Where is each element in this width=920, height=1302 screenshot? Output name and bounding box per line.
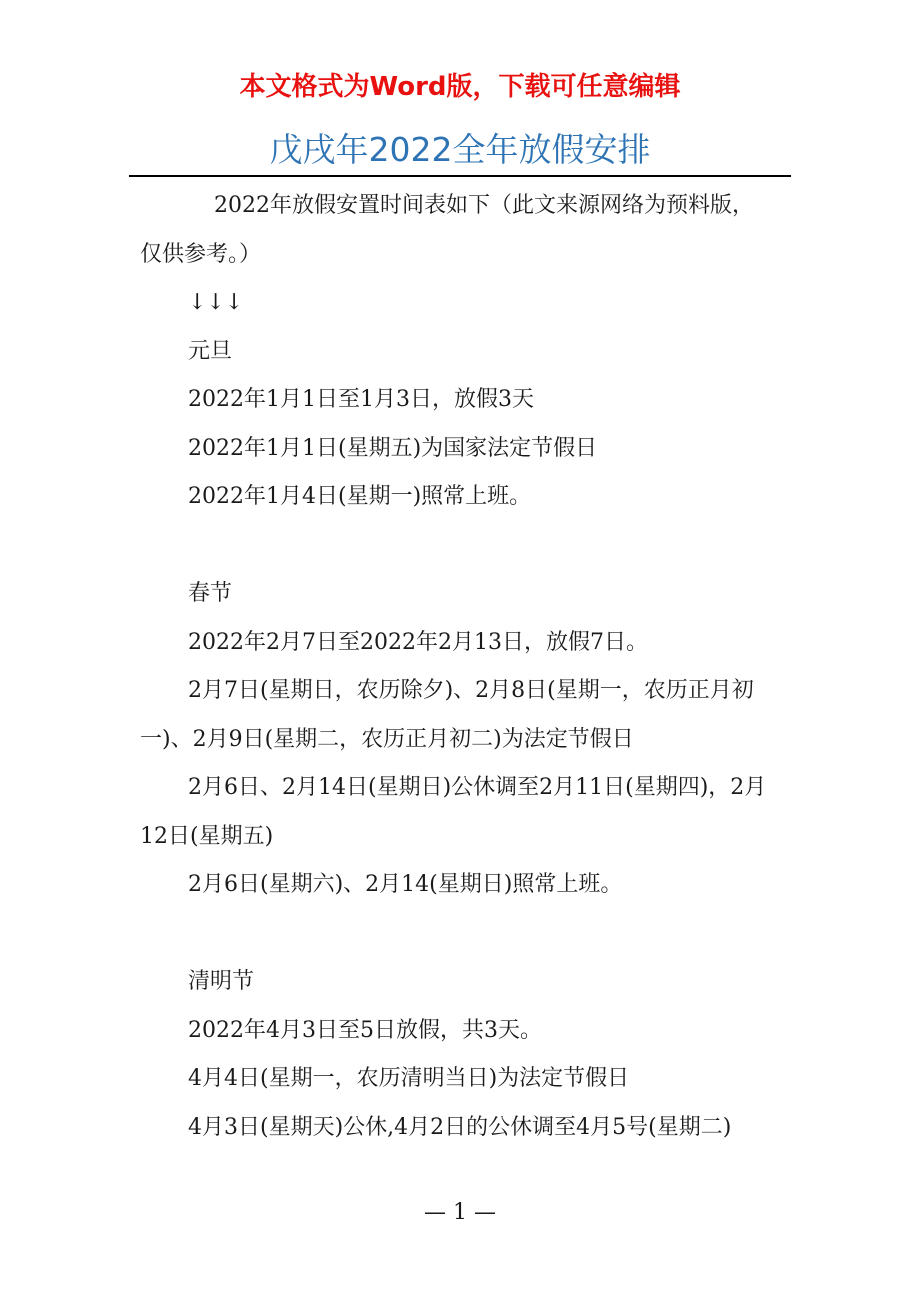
blank-line <box>140 522 768 571</box>
section-heading-chunjie: 春节 <box>188 581 233 606</box>
intro-paragraph: 2022年放假安置时间表如下（此文来源网络为预料版，仅供参考。） <box>140 193 754 267</box>
download-banner: 本文格式为Word版，下载可任意编辑 <box>239 72 681 102</box>
section-heading-qingming: 清明节 <box>188 969 255 994</box>
section-line: 2月6日(星期六)、2月14(星期日)照常上班。 <box>188 872 623 897</box>
title-divider <box>129 175 791 177</box>
section-line: 2022年1月1日(星期五)为国家法定节假日 <box>188 435 598 461</box>
arrows-line: ↓↓↓ <box>188 290 244 315</box>
document-title: 戊戌年2022全年放假安排 <box>269 130 651 169</box>
section-line: 2月7日(星期日，农历除夕)、2月8日(星期一，农历正月初一)、2月9日(星期二，农历正月初二)为法定节假日 <box>140 678 754 752</box>
section-line: 4月3日(星期天)公休,4月2日的公休调至4月5号(星期二) <box>188 1114 732 1140</box>
section-line: 2月6日、2月14日(星期日)公休调至2月11日(星期四)，2月12日(星期五) <box>140 775 767 849</box>
page-number: — 1 — <box>424 1200 496 1225</box>
section-line: 2022年2月7日至2022年2月13日，放假7日。 <box>188 629 648 655</box>
section-line: 2022年1月4日(星期一)照常上班。 <box>188 484 532 509</box>
section-line: 2022年4月3日至5日放假，共3天。 <box>188 1017 542 1043</box>
section-heading-yuandan: 元旦 <box>188 338 233 364</box>
document-body <box>140 182 768 1152</box>
section-line: 2022年1月1日至1月3日，放假3天 <box>188 387 534 412</box>
blank-line <box>140 910 768 959</box>
section-line: 4月4日(星期一，农历清明当日)为法定节假日 <box>188 1066 630 1091</box>
